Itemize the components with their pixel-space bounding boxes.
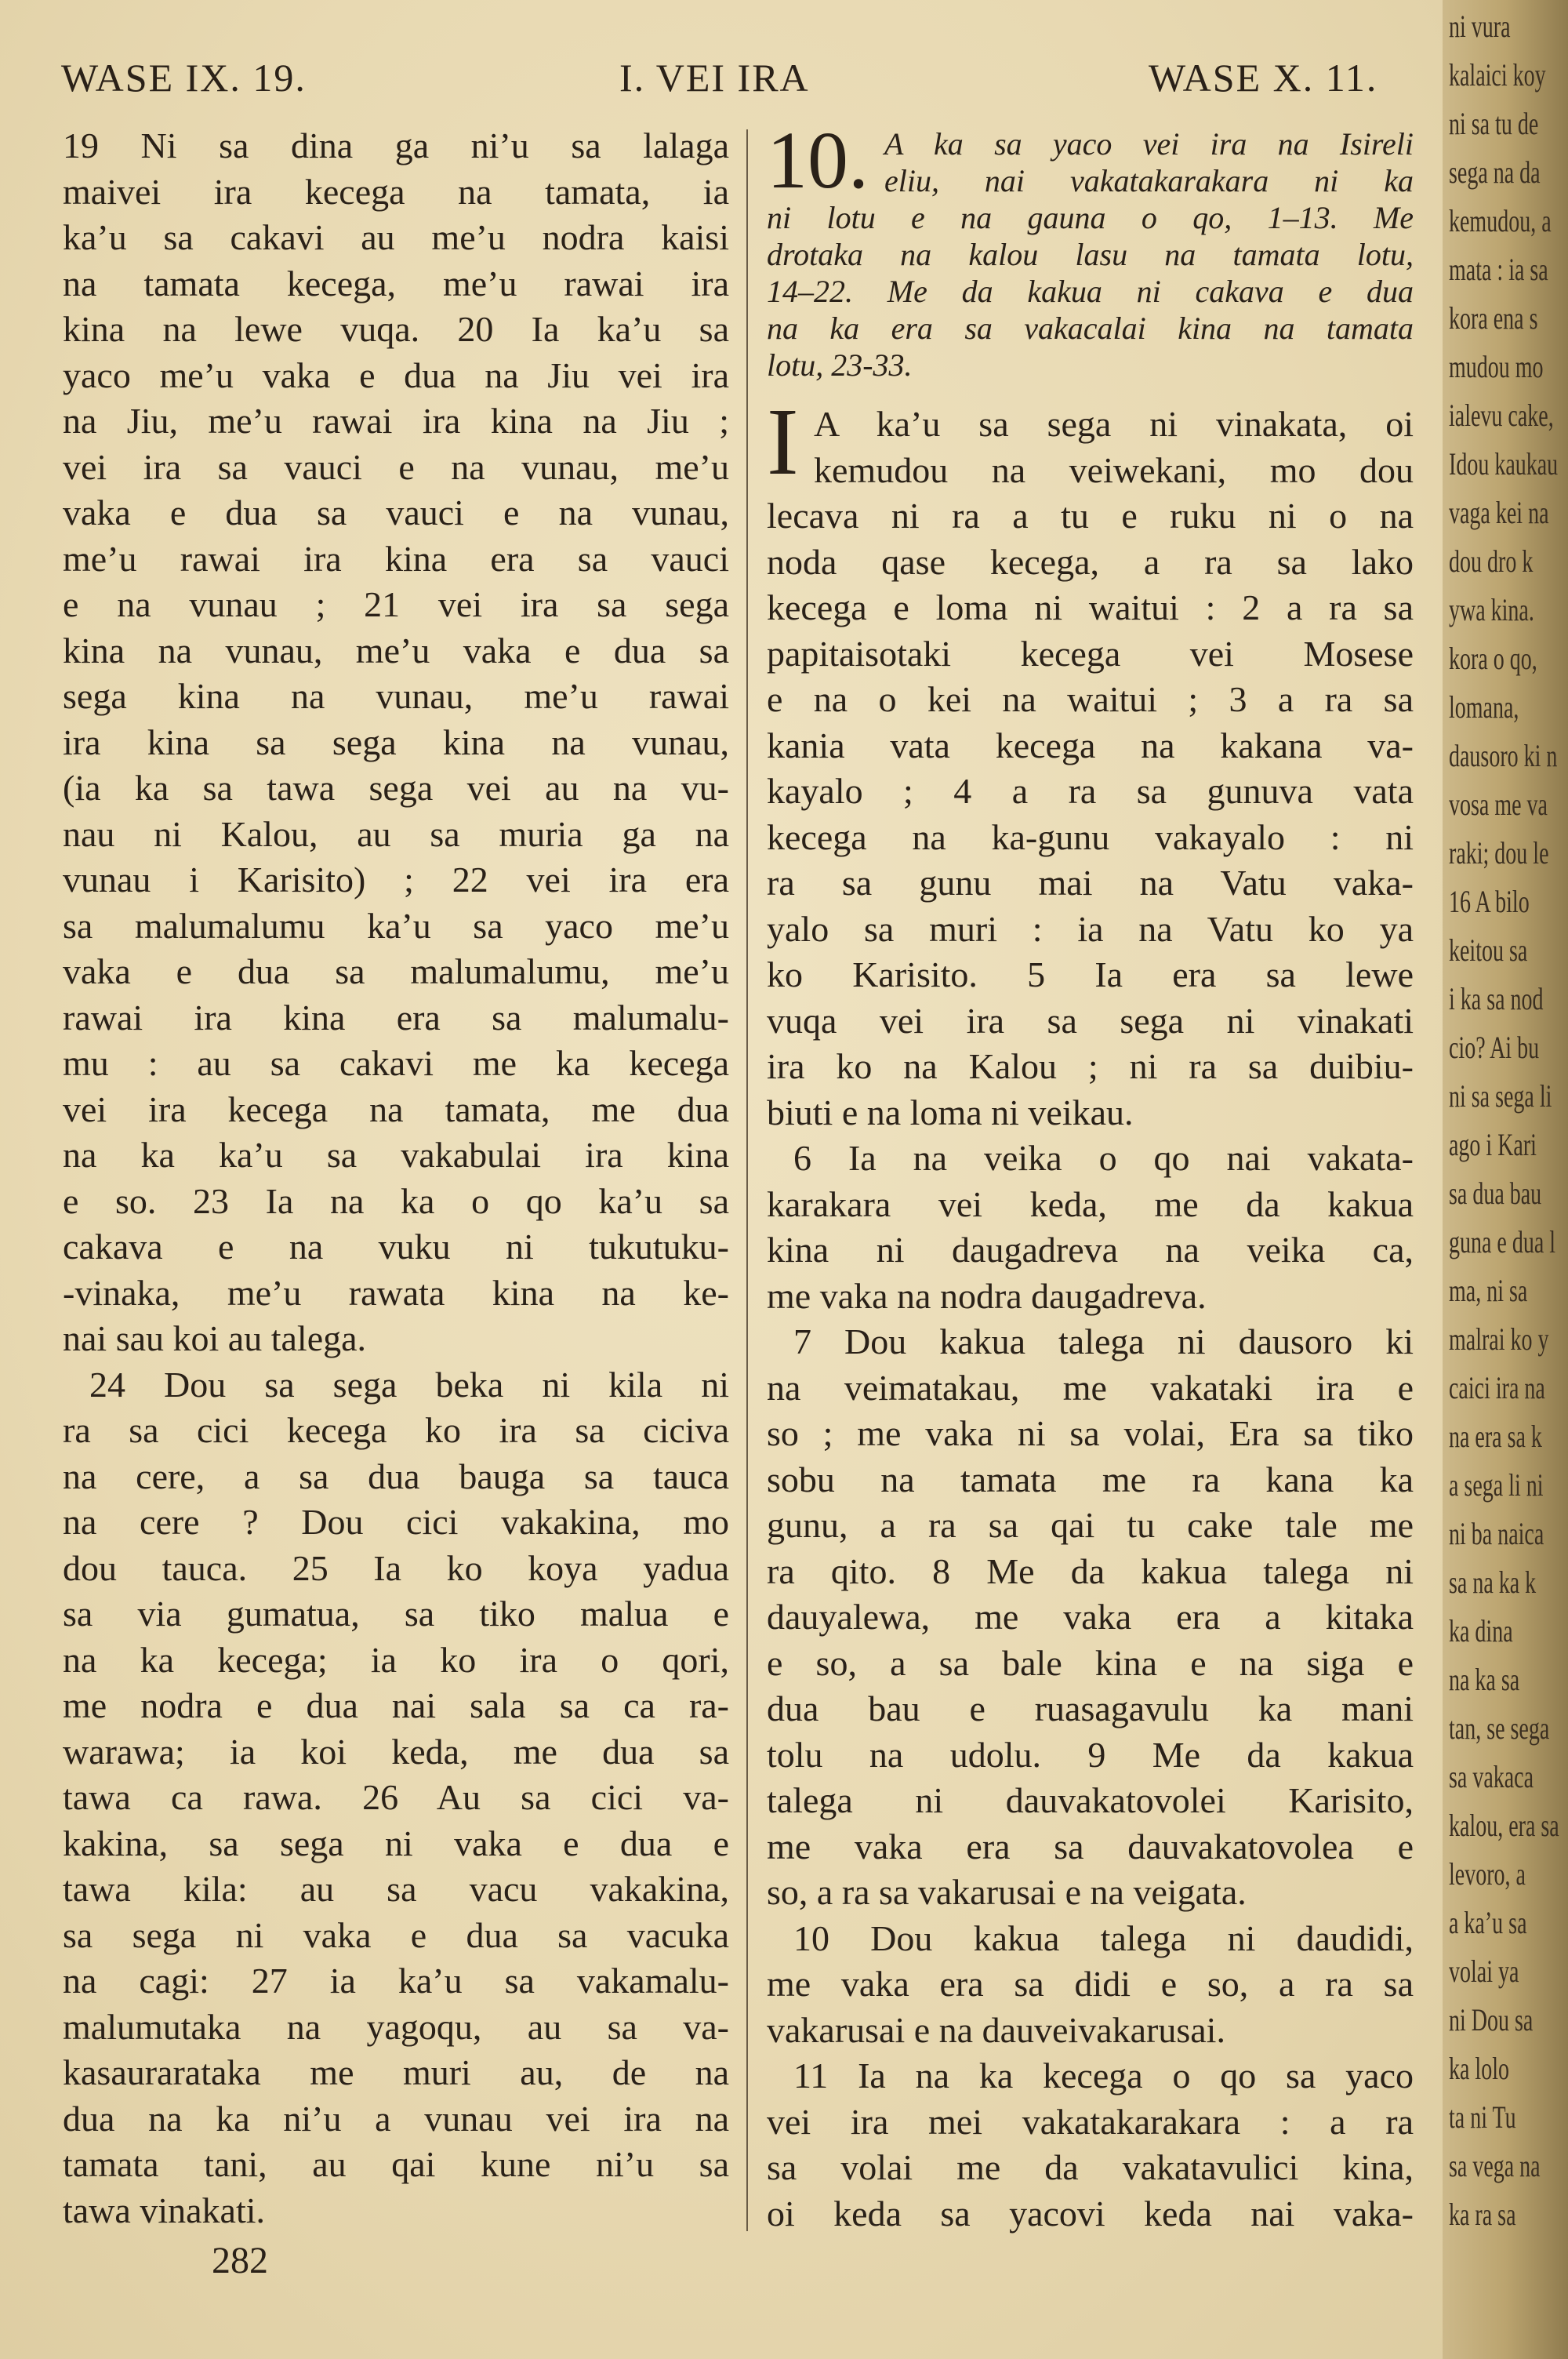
- text-line: vei ira sa vauci e na vunau, me’u: [63, 446, 729, 487]
- fragment-line: kalaici koy: [1449, 57, 1546, 93]
- text-line: papitaisotaki kecega vei Mosese: [767, 633, 1414, 674]
- fragment-line: tan, se sega: [1449, 1710, 1550, 1746]
- text-line: na Jiu, me’u rawai ira kina na Jiu ;: [63, 401, 729, 441]
- text-line: dauyalewa, me vaka era a kitaka: [767, 1597, 1414, 1637]
- text-line: ko Karisito. 5 Ia era sa lewe: [767, 954, 1414, 994]
- text-line: vaka e dua sa malumalumu, me’u: [63, 951, 729, 991]
- text-line: (ia ka sa tawa sega vei au na vu-: [63, 768, 729, 808]
- text-line: vuqa vei ira sa sega ni vinakati: [767, 1000, 1414, 1041]
- text-line: na cere, a sa dua bauga sa tauca: [63, 1456, 729, 1496]
- fragment-line: ni sa tu de: [1449, 106, 1539, 141]
- text-line: talega ni dauvakatovolei Karisito,: [767, 1780, 1414, 1820]
- text-line: vakarusai e na dauveivakarusai.: [767, 2009, 1225, 2050]
- fragment-line: ni ba naica: [1449, 1516, 1544, 1551]
- text-line: noda qase kecega, a ra sa lako: [767, 541, 1414, 582]
- text-line: oi keda sa yacovi keda nai vaka-: [767, 2193, 1414, 2234]
- text-line: na ka ka’u sa vakabulai ira kina: [63, 1135, 729, 1175]
- fragment-line: na era sa k: [1449, 1419, 1542, 1454]
- text-line: vaka e dua sa vauci e na vunau,: [63, 493, 729, 533]
- text-line: sobu na tamata me ra kana ka: [767, 1459, 1414, 1499]
- text-line: tawa kila: au sa vacu vakakina,: [63, 1869, 729, 1909]
- page-number: 282: [212, 2240, 268, 2281]
- fragment-line: Idou kaukau: [1449, 446, 1559, 482]
- text-line: na cagi: 27 ia ka’u sa vakamalu-: [63, 1961, 729, 2001]
- fragment-line: malrai ko y: [1449, 1321, 1549, 1357]
- text-line: sa malumalumu ka’u sa yaco me’u: [63, 905, 729, 946]
- left-column-text: [63, 123, 729, 2234]
- text-line: tamata tani, au qai kune ni’u sa: [63, 2144, 729, 2184]
- text-line: kina ni daugadreva na veika ca,: [767, 1230, 1414, 1270]
- text-line: ka’u sa cakavi au me’u nodra kaisi: [63, 217, 729, 257]
- fragment-line: lomana,: [1449, 689, 1519, 725]
- next-page-edge: [1443, 0, 1568, 2359]
- text-line: eliu, nai vakatakarakara ni ka: [884, 163, 1414, 198]
- text-line: 24 Dou sa sega beka ni kila ni: [89, 1364, 729, 1405]
- fragment-line: ni Dou sa: [1449, 2002, 1534, 2037]
- text-line: gunu, a ra sa qai tu cake tale me: [767, 1505, 1414, 1545]
- fragment-line: cio? Ai bu: [1449, 1030, 1540, 1065]
- drop-cap: I: [767, 389, 799, 495]
- fragment-line: sa vakaca: [1449, 1759, 1534, 1794]
- text-line: so, a ra sa vakarusai e na veigata.: [767, 1872, 1247, 1912]
- text-line: kina na vunau, me’u vaka e dua sa: [63, 630, 729, 671]
- text-line: maivei ira kecega na tamata, ia: [63, 171, 729, 212]
- fragment-line: a sega li ni: [1449, 1467, 1544, 1503]
- text-line: dou tauca. 25 Ia ko koya yadua: [63, 1547, 729, 1588]
- fragment-line: ni vura: [1449, 9, 1511, 44]
- text-line: vei ira kecega na tamata, me dua: [63, 1089, 729, 1129]
- fragment-line: kemudou, a: [1449, 203, 1552, 238]
- fragment-line: guna e dua l: [1449, 1224, 1556, 1259]
- fragment-line: raki; dou le: [1449, 835, 1549, 871]
- text-line: na ka era sa vakacalai kina na tamata: [767, 311, 1414, 346]
- text-line: tawa vinakati.: [63, 2190, 266, 2230]
- text-line: na ka kecega; ia ko ira o qori,: [63, 1639, 729, 1680]
- text-line: me’u rawai ira kina era sa vauci: [63, 538, 729, 579]
- text-line: so ; me vaka ni sa volai, Era sa tiko: [767, 1413, 1414, 1453]
- text-line: tawa ca rawa. 26 Au sa cici va-: [63, 1777, 729, 1817]
- fragment-line: kora ena s: [1449, 300, 1538, 336]
- fragment-line: sa vega na: [1449, 2148, 1541, 2183]
- fragment-line: ta ni Tu: [1449, 2099, 1516, 2135]
- fragment-line: i ka sa nod: [1449, 981, 1544, 1016]
- text-line: me nodra e dua nai sala sa ca ra-: [63, 1685, 729, 1725]
- text-line: mu : au sa cakavi me ka kecega: [63, 1043, 729, 1083]
- text-line: A ka’u sa sega ni vinakata, oi: [814, 404, 1414, 444]
- text-line: lecava ni ra a tu e ruku ni o na: [767, 496, 1414, 536]
- fragment-line: vosa me va: [1449, 787, 1548, 822]
- text-line: ra sa cici kecega ko ira sa ciciva: [63, 1410, 729, 1450]
- fragment-line: sega na da: [1449, 154, 1541, 190]
- text-line: kecega na ka-gunu vakayalo : ni: [767, 816, 1414, 857]
- text-line: kecega e loma ni waitui : 2 a ra sa: [767, 587, 1414, 627]
- fragment-line: sa dua bau: [1449, 1176, 1542, 1211]
- text-line: dua na ka ni’u a vunau vei ira na: [63, 2098, 729, 2139]
- text-line: rawai ira kina era sa malumalu-: [63, 997, 729, 1038]
- fragment-line: ialevu cake,: [1449, 398, 1554, 433]
- text-line: na tamata kecega, me’u rawai ira: [63, 263, 729, 304]
- chapter-summary: [767, 115, 1414, 383]
- running-header-title: I. VEI IRA: [619, 56, 810, 100]
- right-column-text: [767, 402, 1414, 2237]
- text-line: lotu, 23-33.: [767, 347, 913, 383]
- text-line: kasaurarataka me muri au, de na: [63, 2052, 729, 2092]
- text-line: kina na lewe vuqa. 20 Ia ka’u sa: [63, 309, 729, 349]
- fragment-line: 16 A bilo: [1449, 884, 1530, 919]
- text-line: cakava e na vuku ni tukutuku-: [63, 1227, 729, 1267]
- text-line: sa volai me da vakatavulici kina,: [767, 2147, 1414, 2187]
- text-line: 14–22. Me da kakua ni cakava e dua: [767, 274, 1414, 309]
- text-line: 19 Ni sa dina ga ni’u sa lalaga: [63, 125, 729, 165]
- text-line: ni lotu e na gauna o qo, 1–13. Me: [767, 200, 1414, 235]
- text-line: A ka sa yaco vei ira na Isireli: [884, 126, 1414, 162]
- running-header-left: WASE IX. 19.: [61, 56, 307, 100]
- text-line: ra qito. 8 Me da kakua talega ni: [767, 1550, 1414, 1591]
- text-line: tolu na udolu. 9 Me da kakua: [767, 1734, 1414, 1775]
- text-line: na veimatakau, me vakataki ira e: [767, 1367, 1414, 1408]
- text-line: karakara vei keda, me da kakua: [767, 1183, 1414, 1224]
- text-line: dua bau e ruasagavulu ka mani: [767, 1688, 1414, 1728]
- fragment-line: caici ira na: [1449, 1370, 1545, 1405]
- text-line: me vaka na nodra daugadreva.: [767, 1275, 1207, 1316]
- text-line: sega kina na vunau, me’u rawai: [63, 676, 729, 716]
- text-line: na cere ? Dou cici vakakina, mo: [63, 1502, 729, 1542]
- fragment-line: volai ya: [1449, 1954, 1519, 1989]
- text-line: kemudou na veiwekani, mo dou: [814, 449, 1414, 490]
- fragment-line: ka ra sa: [1449, 2197, 1516, 2232]
- fragment-line: vaga kei na: [1449, 495, 1549, 530]
- text-line: sa via gumatua, sa tiko malua e: [63, 1594, 729, 1634]
- fragment-line: dausoro ki n: [1449, 738, 1558, 773]
- fragment-line: ka dina: [1449, 1613, 1513, 1648]
- text-line: e so. 23 Ia na ka o qo ka’u sa: [63, 1180, 729, 1221]
- fragment-line: ma, ni sa: [1449, 1273, 1528, 1308]
- chapter-number: 10.: [767, 115, 869, 205]
- text-line: yaco me’u vaka e dua na Jiu vei ira: [63, 354, 729, 395]
- fragment-line: sa na ka k: [1449, 1565, 1537, 1600]
- fragment-line: mudou mo: [1449, 349, 1544, 384]
- text-line: drotaka na kalou lasu na tamata lotu,: [767, 237, 1414, 272]
- text-line: 11 Ia na ka kecega o qo sa yaco: [793, 2055, 1414, 2095]
- text-line: e na vunau ; 21 vei ira sa sega: [63, 584, 729, 624]
- text-line: me vaka era sa dauvakatovolea e: [767, 1826, 1414, 1866]
- text-line: warawa; ia koi keda, me dua sa: [63, 1731, 729, 1772]
- text-line: e na o kei na waitui ; 3 a ra sa: [767, 679, 1414, 719]
- text-line: 10 Dou kakua talega ni daudidi,: [793, 1917, 1414, 1958]
- fragment-line: ago i Kari: [1449, 1127, 1537, 1162]
- fragment-line: kora o qo,: [1449, 641, 1537, 676]
- text-line: -vinaka, me’u rawata kina na ke-: [63, 1272, 729, 1313]
- fragment-line: ka lolo: [1449, 2051, 1509, 2086]
- text-line: nau ni Kalou, au sa muria ga na: [63, 813, 729, 854]
- text-line: kayalo ; 4 a ra sa gunuva vata: [767, 771, 1414, 811]
- fragment-line: keitou sa: [1449, 932, 1528, 968]
- fragment-line: ywa kina.: [1449, 592, 1534, 627]
- text-line: nai sau koi au talega.: [63, 1318, 367, 1358]
- text-line: sa sega ni vaka e dua sa vacuka: [63, 1914, 729, 1955]
- running-header-right: WASE X. 11.: [1149, 56, 1378, 100]
- fragment-line: a ka’u sa: [1449, 1905, 1527, 1940]
- text-line: biuti e na loma ni veikau.: [767, 1092, 1134, 1132]
- text-line: yalo sa muri : ia na Vatu ko ya: [767, 908, 1414, 949]
- fragment-line: na ka sa: [1449, 1662, 1520, 1697]
- text-line: vunau i Karisito) ; 22 vei ira era: [63, 860, 729, 900]
- text-line: ira kina sa sega kina na vunau,: [63, 722, 729, 762]
- fragment-line: mata : ia sa: [1449, 252, 1548, 287]
- text-line: kakina, sa sega ni vaka e dua e: [63, 1823, 729, 1863]
- text-line: 6 Ia na veika o qo nai vakata-: [793, 1138, 1414, 1178]
- text-line: malumutaka na yagoqu, au sa va-: [63, 2006, 729, 2047]
- text-line: vei ira mei vakatakarakara : a ra: [767, 2101, 1414, 2142]
- text-line: me vaka era sa didi e so, a ra sa: [767, 1964, 1414, 2004]
- fragment-line: levoro, a: [1449, 1856, 1526, 1892]
- fragment-line: ni sa sega li: [1449, 1078, 1552, 1114]
- fragment-line: kalou, era sa: [1449, 1808, 1559, 1843]
- fragment-line: dou dro k: [1449, 543, 1534, 579]
- text-line: ira ko na Kalou ; ni ra sa duibiu-: [767, 1046, 1414, 1086]
- text-line: e so, a sa bale kina e na siga e: [767, 1642, 1414, 1683]
- text-line: 7 Dou kakua talega ni dausoro ki: [793, 1321, 1414, 1361]
- text-line: ra sa gunu mai na Vatu vaka-: [767, 863, 1414, 903]
- text-line: kania vata kecega na kakana va-: [767, 725, 1414, 765]
- column-divider: [746, 129, 748, 2231]
